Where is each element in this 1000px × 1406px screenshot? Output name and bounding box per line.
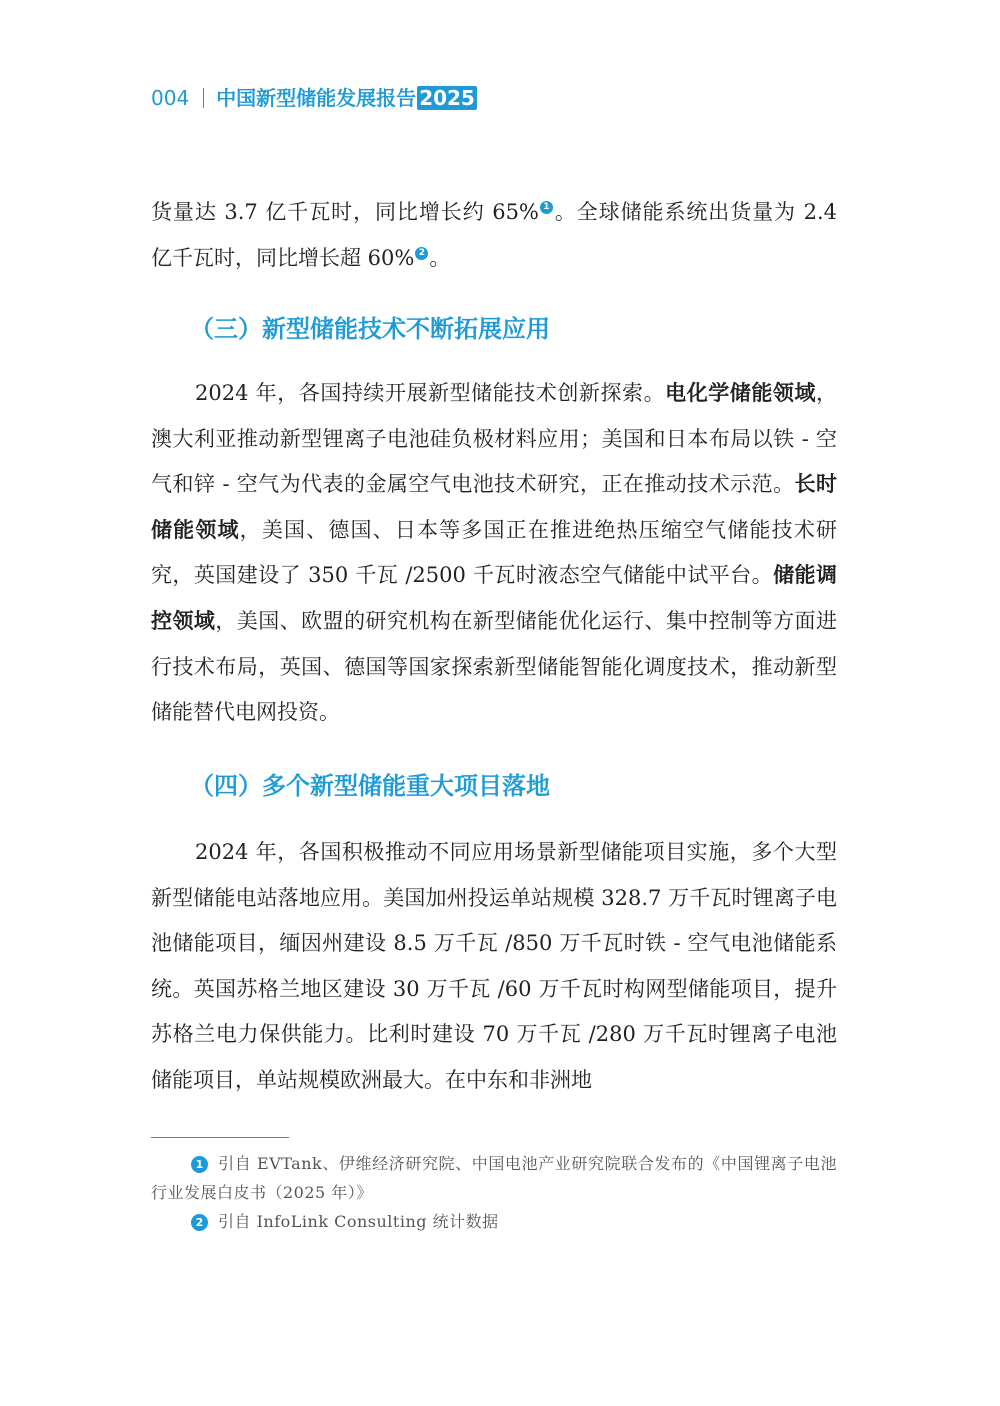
s3-bold-electrochemical: 电化学储能领域 [665, 381, 816, 405]
footnote-rule [151, 1137, 289, 1138]
s3-bold-regulation: 储能调控领域 [151, 563, 837, 633]
s3-text-4: ，美国、欧盟的研究机构在新型储能优化运行、集中控制等方面进行技术布局，英国、德国等国家探索新型储能智能化调度技术，推动新型储能替代电网投资。 [151, 608, 838, 725]
section-heading-4: （四）多个新型储能重大项目落地 [190, 772, 550, 800]
running-header [151, 84, 477, 112]
s3-text-3: ，美国、德国、日本等多国正在推进绝热压缩空气储能技术研究，英国建设了 350 千瓦 /2500 千瓦时液态空气储能中试平台。 [151, 517, 838, 588]
header-divider [203, 88, 204, 108]
report-year: 2025 [419, 86, 475, 110]
footnote-mark-1: 1 [191, 1156, 208, 1173]
intro-text-1: 货量达 3.7 亿千瓦时，同比增长约 65% [151, 200, 539, 224]
footnote-ref-1[interactable]: 1 [540, 201, 553, 214]
footnote-mark-2: 2 [191, 1214, 208, 1231]
footnote-1 [151, 1149, 837, 1207]
footnote-2 [151, 1207, 837, 1236]
footnote-text-1: 引自 EVTank、伊维经济研究院、中国电池产业研究院联合发布的《中国锂离子电池行业发展白皮书（2025 年）》 [151, 1154, 837, 1202]
s3-bold-long-duration: 长时储能领域 [151, 472, 838, 542]
section3-paragraph [151, 371, 837, 736]
footnote-text-2: 引自 InfoLink Consulting 统计数据 [218, 1212, 499, 1231]
report-title: 中国新型储能发展报告 [216, 86, 417, 110]
intro-paragraph [151, 190, 837, 281]
section-heading-3: （三）新型储能技术不断拓展应用 [190, 315, 550, 343]
footnote-ref-2[interactable]: 2 [415, 247, 428, 260]
s3-text-2: ，澳大利亚推动新型锂离子电池硅负极材料应用；美国和日本布局以铁 - 空气和锌 - 空气为代表的金属空气电池技术研究，正在推动技术示范。 [151, 381, 837, 497]
page-number: 004 [151, 86, 190, 110]
s3-text-1: 2024 年，各国持续开展新型储能技术创新探索。 [195, 381, 666, 405]
section4-paragraph: 2024 年，各国积极推动不同应用场景新型储能项目实施，多个大型新型储能电站落地应用。美国加州投运单站规模 328.7 万千瓦时锂离子电池储能项目，缅因州建设 8.5 万千瓦 /850 万千瓦时铁 - 空气电池储能系统。英国苏格兰地区建设 30 万千瓦 /60 万千瓦时构网型储能项目，提升苏格兰电力保供能力。比利时建设 70 万千瓦 /280 万千瓦时锂离子电池储能项目，单站规模欧洲最大。在中东和非洲地 [151, 840, 837, 1092]
intro-text-3: 。 [429, 245, 451, 270]
intro-text-2: 。全球储能系统出货量为 2.4 亿千瓦时，同比增长超 60% [151, 200, 837, 270]
